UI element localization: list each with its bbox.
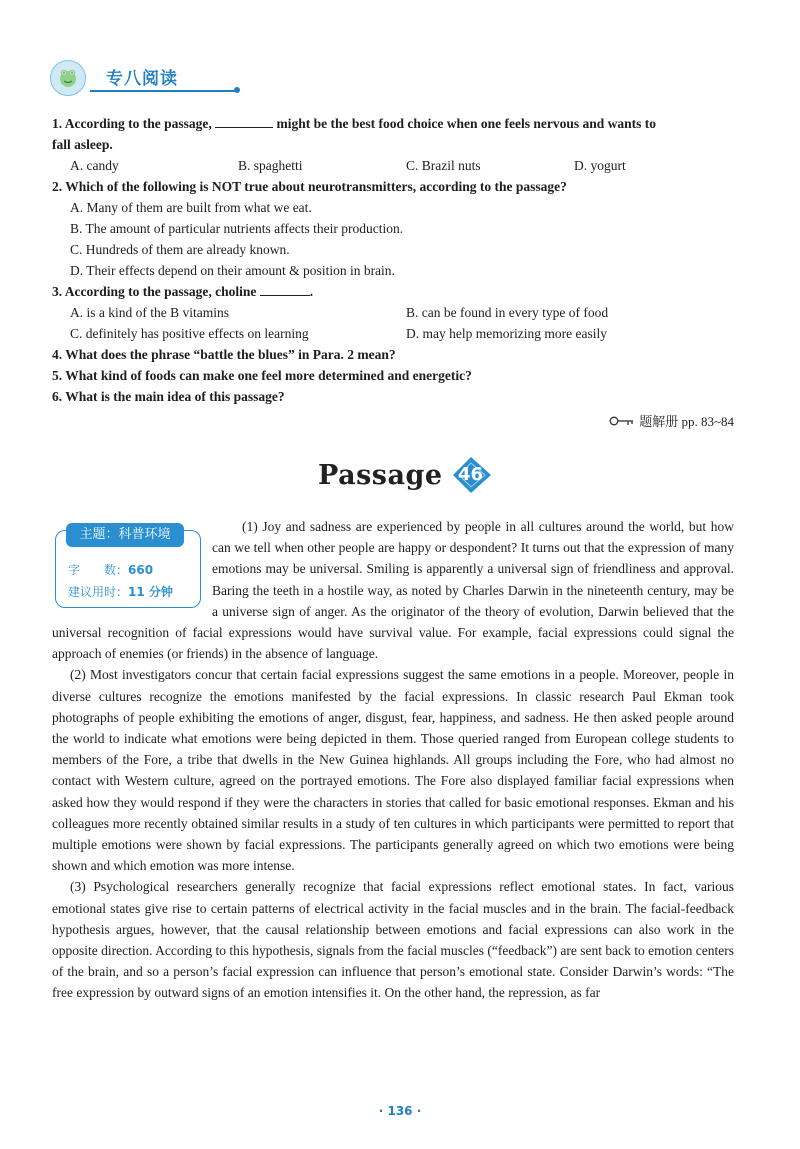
section-title: 专八阅读 [106,69,178,89]
page-number: · 136 · [378,1104,422,1118]
option: A. candy [70,158,119,173]
info-box-spacer [52,516,212,620]
header-underline [90,90,238,92]
option: A. Many of them are built from what we eat. [70,200,312,215]
paragraph-3: (3) Psychological researchers generally recognize that facial expressions reflect emotional states. In fact, various emotional states give rise to certain patterns of electrical activity in the facial muscles and in the brain. The facial-feedback hypothesis argues, however, that the causal relationship between emotions and facial expressions can also work in the opposite direction. According to this hypothesis, signals from the facial muscles (“feedback”) are sent back to emotion centers of the brain, and so a person’s facial expression can influence that person’s emotional state. Consider Darwin’s words: “The free expression by outward signs of an emotion intensifies it. On the other hand, the repression, as far [52,879,734,1001]
passage-heading [318,455,493,495]
question-1: 1. According to the passage, might be the best food choice when one feels nervous and wants to [52,116,657,131]
option: C. Hundreds of them are already known. [70,242,290,257]
option: B. The amount of particular nutrients affects their production. [70,221,404,236]
passage-title: Passage [318,459,443,491]
question-4: 4. What does the phrase “battle the blues” in Para. 2 mean? [52,347,396,362]
question-3-options-row-2 [52,323,742,344]
key-icon [609,415,635,427]
question-3: 3. According to the passage, choline . [52,284,314,299]
question-3-options-row-1 [52,302,742,323]
question-1-continuation: fall asleep. [52,137,113,152]
option: C. definitely has positive effects on learning [70,326,309,341]
option: D. yogurt [574,158,626,173]
question-list [52,113,742,407]
suggested-time: 建议用时：11 分钟 [68,585,173,599]
answer-reference-text: 题解册 pp. 83~84 [639,414,734,429]
option: D. may help memorizing more easily [406,326,607,341]
topic-label: 主题：科普环境 [66,523,184,547]
passage-number-badge [449,455,493,495]
question-2: 2. Which of the following is NOT true about neurotransmitters, according to the passage? [52,179,567,194]
header-underline-dot [234,87,240,93]
question-1-options [52,155,742,176]
question-5: 5. What kind of foods can make one feel more determined and energetic? [52,368,472,383]
option: B. spaghetti [238,158,303,173]
option: D. Their effects depend on their amount & position in brain. [70,263,395,278]
answer-blank [215,115,273,128]
option: A. is a kind of the B vitamins [70,305,229,320]
passage-number: 46 [458,464,484,485]
word-count: 字 数：660 [68,563,154,577]
section-header [50,60,200,96]
frog-mascot-icon [50,60,86,96]
passage-body [52,516,734,1004]
option: B. can be found in every type of food [406,305,609,320]
answer-reference [609,411,734,430]
option: C. Brazil nuts [406,158,481,173]
question-6: 6. What is the main idea of this passage? [52,389,285,404]
answer-blank [260,283,310,296]
paragraph-2: (2) Most investigators concur that certain facial expressions suggest the same emotions in a people. Moreover, people in diverse cultures recognize the emotions manifested by the facial expressions. In classic research Paul Ekman took photographs of people exhibiting the emotions of anger, disgust, fear, happiness, and sadness. He then asked people around the world to indicate what emotions were being depicted in them. Those queried ranged from European college students to members of the Fore, a tribe that dwells in the New Guinea highlands. All groups including the Fore, who had almost no contact with Western culture, agreed on the portrayed emotions. The Fore also displayed familiar facial expressions when asked how they would respond if they were the characters in stories that called for basic emotional responses. Ekman and his colleagues more recently obtained similar results in a study of ten cultures in which participants were permitted to report that multiple emotions were shown by facial expressions. The participants generally agreed on which two emotions were being shown and which emotion was more intense. [52,667,734,874]
paragraph-1: (1) Joy and sadness are experienced by people in all cultures around the world, but how can we tell when other people are happy or despondent? It turns out that the expression of many emotions may be universal. Smiling is apparently a universal sign of friendliness and approval. Baring the teeth in a hostile way, as noted by Charles Darwin in the nineteenth century, may be a universe sign of anger. As the originator of the theory of evolution, Darwin believed that the universal recognition of facial expressions would have survival value. For example, facial expressions could signal the approach of enemies (or friends) in the absence of language. [52,519,734,662]
